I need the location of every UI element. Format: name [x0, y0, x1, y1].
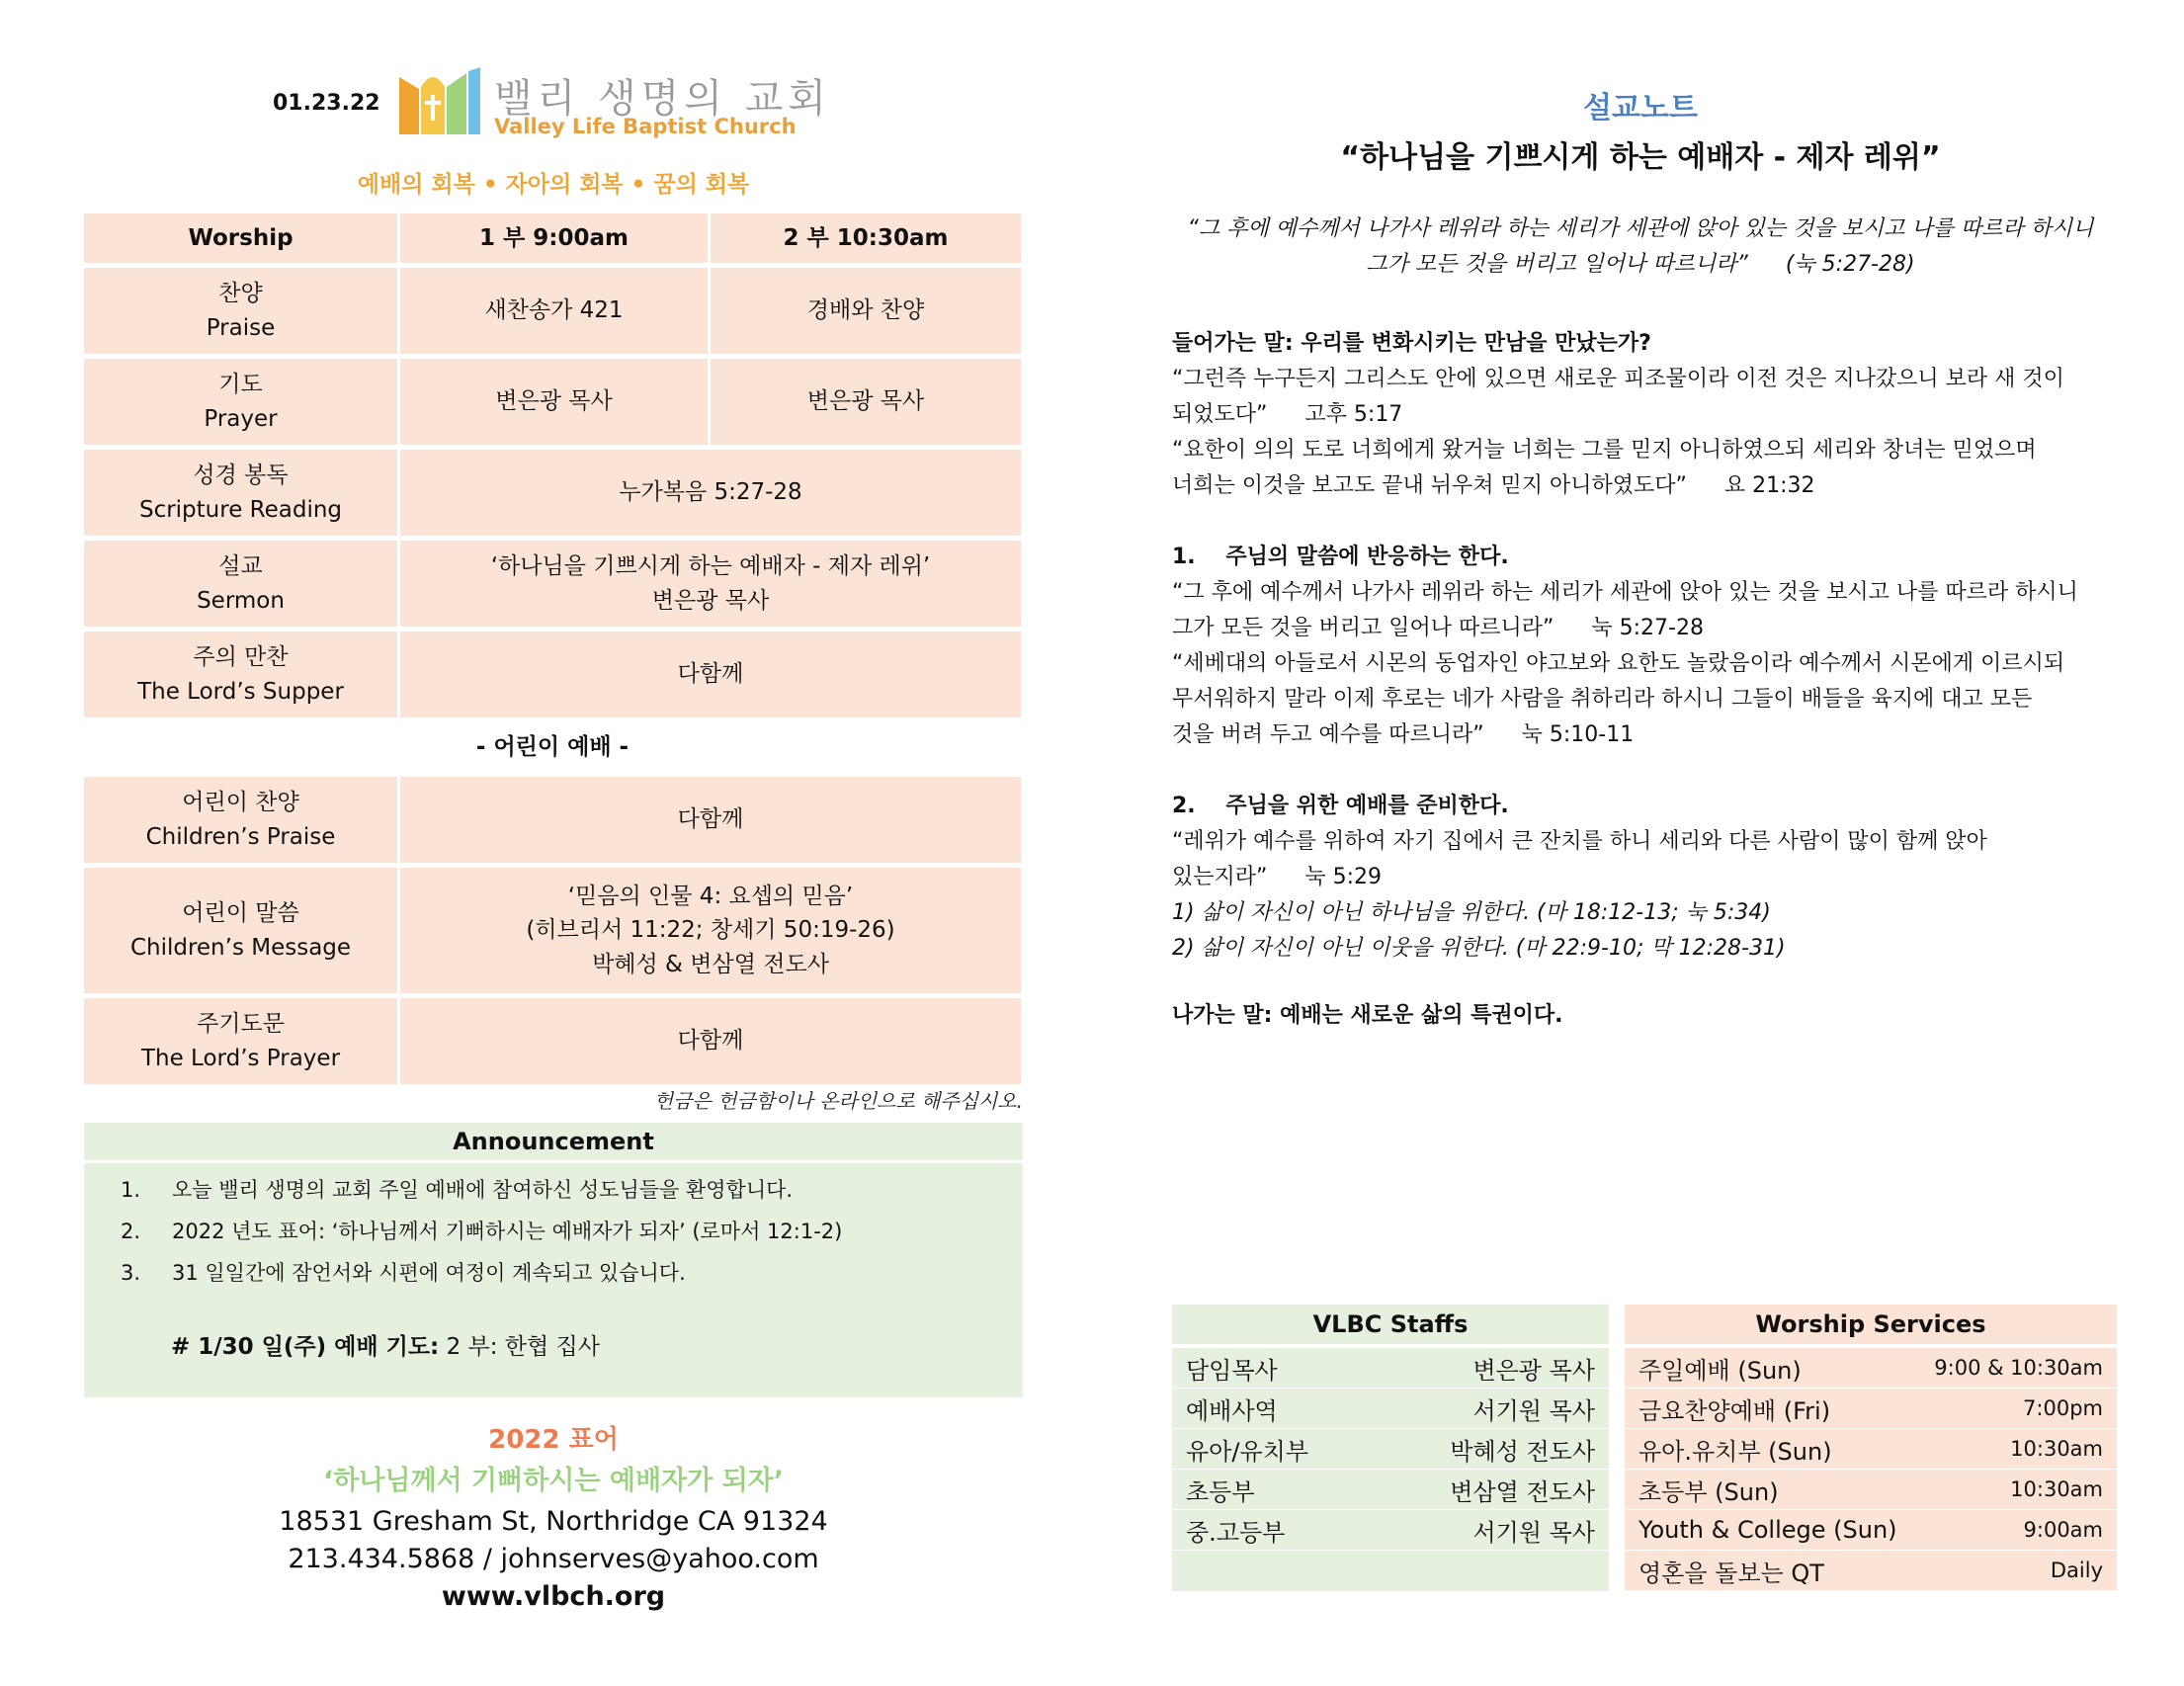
list-item: 3. 31 일일간에 잠언서와 시편에 여정이 계속되고 있습니다.	[121, 1261, 686, 1285]
praise-second: 경배와 찬양	[711, 268, 1021, 359]
church-name-korean: 밸리 생명의 교회	[494, 76, 831, 122]
list-item: 1. 오늘 밸리 생명의 교회 주일 예배에 참여하신 성도님들을 환영합니다.	[121, 1178, 794, 1202]
year-motto-title: 2022 표어	[488, 1425, 619, 1455]
church-logo-icon	[397, 67, 482, 136]
header-first-service: 1 부 9:00am	[400, 213, 711, 268]
announcement-title: Announcement	[84, 1123, 1023, 1163]
prayer-second: 변은광 목사	[711, 359, 1021, 450]
point-1-quote-2: “세베대의 아들로서 시몬의 동업자인 야고보와 요한도 놀랐음이라 예수께서 시몬에게 이르시되 무서워하지 말라 이제 후로는 네가 사람을 취하리라 하시니 그들이 배들을 육지에 대고 모든 것을 버려 두고 예수를 따르니라” 눅 5:10-11	[1172, 651, 2065, 747]
table-row: 금요찬양예배 (Fri) 7:00pm	[1625, 1389, 2117, 1429]
table-row: 유아/유치부 박혜성 전도사	[1172, 1429, 1609, 1470]
table-row: 초등부 변삼열 전도사	[1172, 1470, 1609, 1510]
church-website-link[interactable]: www.vlbch.org	[441, 1581, 666, 1612]
point-1-quote-1: “그 후에 예수께서 나가사 레위라 하는 세리가 세관에 앉아 있는 것을 보시고 나를 따르라 하시니 그가 모든 것을 버리고 일어나 따르니라” 눅 5:27-28	[1172, 580, 2078, 640]
row-label-praise: 찬양 Praise	[84, 268, 400, 359]
header-second-service: 2 부 10:30am	[711, 213, 1021, 268]
children-praise-value: 다함께	[400, 777, 1021, 868]
point-2-sub-1: 1) 삶이 자신이 아닌 하나님을 위한다. (마 18:12-13; 눅 5:34)	[1172, 900, 1771, 925]
lords-prayer-value: 다함께	[400, 998, 1021, 1089]
point-2-quote-1: “레위가 예수를 위하여 자기 집에서 큰 잔치를 하니 세리와 다른 사람이 많이 함께 앉아 있는지라” 눅 5:29	[1172, 829, 1987, 889]
sermon-note-heading: 설교노트	[1583, 91, 1698, 126]
list-item: 2. 2022 년도 표어: ‘하나님께서 기뻐하시는 예배자가 되자’ (로마서 12:1-2)	[121, 1220, 843, 1243]
table-row: 유아.유치부 (Sun) 10:30am	[1625, 1429, 2117, 1470]
table-header-row	[84, 213, 1021, 268]
church-motto: 예배의 회복 • 자아의 회복 • 꿈의 회복	[357, 172, 750, 198]
table-row: 주일예배 (Sun) 9:00 & 10:30am	[1625, 1348, 2117, 1389]
row-label-children-praise: 어린이 찬양 Children’s Praise	[84, 777, 400, 868]
row-label-prayer: 기도 Prayer	[84, 359, 400, 450]
table-row	[84, 268, 1021, 359]
point-2-sub-2: 2) 삶이 자신이 아닌 이웃을 위한다. (마 22:9-10; 막 12:28-31)	[1172, 936, 1786, 961]
sermon-epigraph: “그 후에 예수께서 나가사 레위라 하는 세리가 세관에 앉아 있는 것을 보시고 나를 따르라 하시니 그가 모든 것을 버리고 일어나 따르니라” (눅 5:27-28)	[1187, 216, 2094, 277]
praise-first: 새찬송가 421	[400, 268, 711, 359]
offering-note: 헌금은 헌금함이나 온라인으로 해주십시오.	[653, 1089, 1023, 1113]
intro-quote-1: “그런즉 누구든지 그리스도 안에 있으면 새로운 피조물이라 이전 것은 지나갔으니 보라 새 것이 되었도다” 고후 5:17	[1172, 367, 2064, 427]
point-2-heading: 2. 주님을 위한 예배를 준비한다.	[1172, 794, 1509, 818]
intro-heading: 들어가는 말: 우리를 변화시키는 만남을 만났는가?	[1172, 331, 1651, 356]
table-row	[84, 541, 1021, 632]
prayer-assignment: # 1/30 일(주) 예배 기도: 2 부: 한협 집사	[171, 1334, 600, 1360]
prayer-first: 변은광 목사	[400, 359, 711, 450]
closing-statement: 나가는 말: 예배는 새로운 삶의 특권이다.	[1172, 1003, 1563, 1028]
row-label-reading: 성경 봉독 Scripture Reading	[84, 450, 400, 541]
table-row: 예배사역 서기원 목사	[1172, 1389, 1609, 1429]
services-table-title: Worship Services	[1625, 1305, 2117, 1348]
table-row	[84, 359, 1021, 450]
row-label-sermon: 설교 Sermon	[84, 541, 400, 632]
header-worship: Worship	[84, 213, 400, 268]
sermon-value: ‘하나님을 기쁘시게 하는 예배자 - 제자 레위’ 변은광 목사	[400, 541, 1021, 632]
church-name-english: Valley Life Baptist Church	[494, 115, 797, 138]
table-row	[84, 450, 1021, 541]
supper-value: 다함께	[400, 632, 1021, 722]
children-section-heading-row	[84, 722, 1021, 777]
table-row: 초등부 (Sun) 10:30am	[1625, 1470, 2117, 1510]
church-contact: 213.434.5868 / johnserves@yahoo.com	[288, 1544, 819, 1574]
staff-table-title: VLBC Staffs	[1172, 1305, 1609, 1348]
row-label-lords-prayer: 주기도문 The Lord’s Prayer	[84, 998, 400, 1089]
table-row: 담임목사 변은광 목사	[1172, 1348, 1609, 1389]
staff-table	[1172, 1305, 1609, 1591]
row-label-children-message: 어린이 말씀 Children’s Message	[84, 868, 400, 998]
table-row: 영혼을 돌보는 QT Daily	[1625, 1551, 2117, 1591]
church-address: 18531 Gresham St, Northridge CA 91324	[279, 1506, 828, 1537]
table-row	[84, 998, 1021, 1089]
worship-order-table	[84, 213, 1021, 1089]
services-table	[1625, 1305, 2117, 1591]
table-row: 중.고등부 서기원 목사	[1172, 1510, 1609, 1551]
sermon-title: “하나님을 기쁘시게 하는 예배자 - 제자 레위”	[1340, 140, 1941, 175]
bulletin-date: 01.23.22	[273, 91, 380, 116]
reading-value: 누가복음 5:27-28	[400, 450, 1021, 541]
table-row	[84, 632, 1021, 722]
point-1-heading: 1. 주님의 말씀에 반응하는 한다.	[1172, 545, 1509, 569]
intro-quote-2: “요한이 의의 도로 너희에게 왔거늘 너희는 그를 믿지 아니하였으되 세리와 창녀는 믿었으며 너희는 이것을 보고도 끝내 뉘우쳐 믿지 아니하였도다” 요 21:32	[1172, 438, 2037, 498]
year-motto-verse: ‘하나님께서 기뻐하시는 예배자가 되자’	[322, 1466, 785, 1496]
table-row: Youth & College (Sun) 9:00am	[1625, 1510, 2117, 1551]
table-row	[84, 868, 1021, 998]
children-section-heading: - 어린이 예배 -	[84, 722, 1021, 777]
table-row	[84, 777, 1021, 868]
children-message-value: ‘믿음의 인물 4: 요셉의 믿음’ (히브리서 11:22; 창세기 50:19-26) 박혜성 & 변삼열 전도사	[400, 868, 1021, 998]
row-label-supper: 주의 만찬 The Lord’s Supper	[84, 632, 400, 722]
